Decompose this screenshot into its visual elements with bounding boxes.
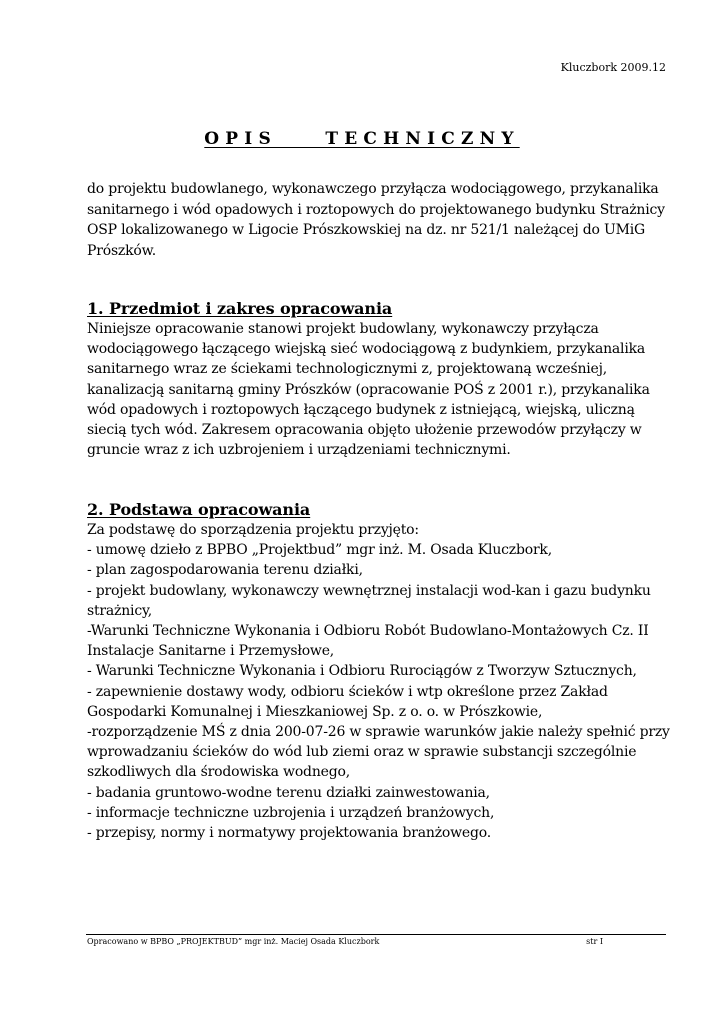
list-item: - przepisy, normy i normatywy projektowania branżowego. [87, 825, 491, 842]
intro-paragraph [87, 179, 672, 261]
list-item: - plan zagospodarowania terenu działki, [87, 562, 363, 579]
section-basis [87, 500, 677, 843]
document-title [0, 128, 724, 150]
list-item: - Warunki Techniczne Wykonania i Odbioru Rurociągów z Tworzyw Sztucznych, [87, 663, 637, 680]
document-title-text: OPIS TECHNICZNY [204, 129, 520, 149]
section-2-lead: Za podstawę do sporządzenia projektu przyjęto: [87, 522, 419, 538]
header-place-date: Kluczbork 2009.12 [560, 61, 666, 74]
intro-text: do projektu budowlanego, wykonawczego przyłącza wodociągowego, przykanalika sanitarnego i wód opadowych i roztopowych do projektowanego budynku Strażnicy OSP lokalizowanego w Ligocie Prószkowskiej na dz. nr 521/1 należącej do UMiG Prószków. [87, 181, 665, 259]
section-1-body: Niniejsze opracowanie stanowi projekt budowlany, wykonawczy przyłącza wodociągowego łączącego wiejską sieć wodociągową z budynkiem, przykanalika sanitarnego wraz ze ściekami technologicznymi z, projektowaną wcześniej, kanalizacją sanitarną gminy Prószków (opracowanie POŚ z 2001 r.), przykanalika wód opadowych i roztopowych łączącego budynek z istniejącą, wiejską, uliczną siecią tych wód. Zakresem opracowania objęto ułożenie przewodów przyłączy w gruncie wraz z ich uzbrojeniem i urządzeniami technicznymi. [87, 321, 650, 459]
list-item: -Warunki Techniczne Wykonania i Odbioru Robót Budowlano-Montażowych Cz. II Instalacje Sanitarne i Przemysłowe, [87, 623, 649, 660]
basis-list [87, 540, 677, 843]
section-subject-scope [87, 299, 677, 460]
page-footer [86, 934, 666, 947]
footer-author: Opracowano w BPBO „PROJEKTBUD” mgr inż. Maciej Osada Kluczbork [87, 937, 380, 946]
list-item: - umowę dzieło z BPBO „Projektbud” mgr inż. M. Osada Kluczbork, [87, 542, 552, 559]
list-item: - projekt budowlany, wykonawczy wewnętrznej instalacji wod-kan i gazu budynku strażnicy, [87, 582, 651, 619]
list-item: - informacje techniczne uzbrojenia i urządzeń branżowych, [87, 804, 495, 821]
list-item: - zapewnienie dostawy wody, odbioru ścieków i wtp określone przez Zakład Gospodarki Komunalnej i Mieszkaniowej Sp. z o. o. w Prószkowie, [87, 683, 608, 720]
list-item: - badania gruntowo-wodne terenu działki zainwestowania, [87, 784, 490, 801]
section-1-heading: 1. Przedmiot i zakres opracowania [87, 299, 393, 318]
section-2-heading: 2. Podstawa opracowania [87, 500, 311, 519]
list-item: -rozporządzenie MŚ z dnia 200-07-26 w sprawie warunków jakie należy spełnić przy wprowadzaniu ścieków do wód lub ziemi oraz w sprawie substancji szczególnie szkodliwych dla środowiska wodnego, [87, 724, 670, 781]
footer-page-number: str I [586, 937, 603, 946]
